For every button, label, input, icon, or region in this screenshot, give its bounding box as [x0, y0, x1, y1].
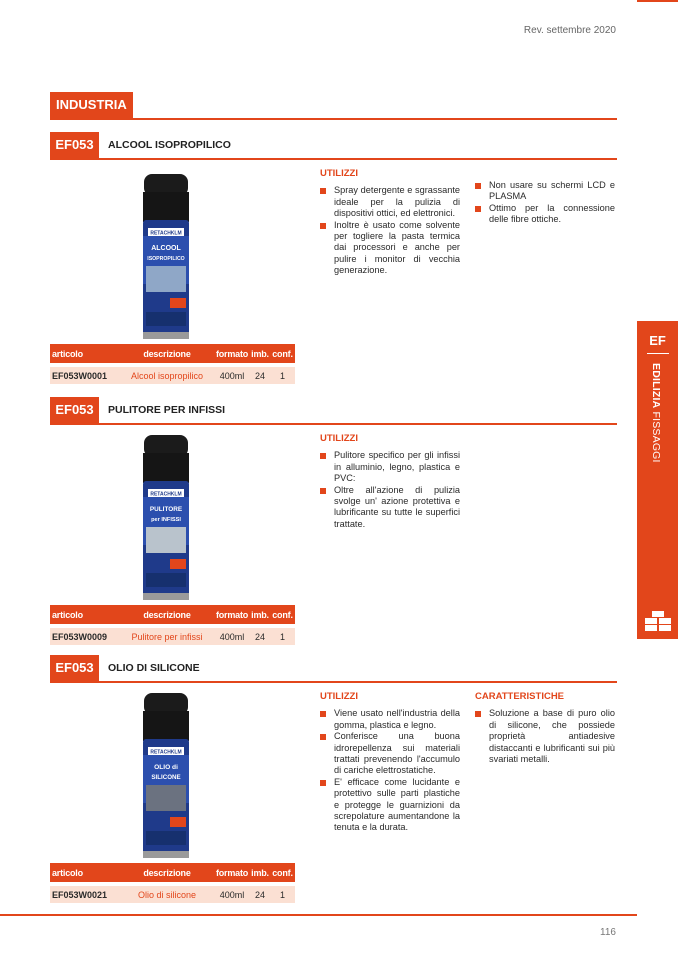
can-line2: SILICONE [151, 774, 181, 781]
cell-descrizione: Alcool isopropilico [120, 367, 214, 384]
utilizzi-item: Inoltre è usato come solvente per togliere la pasta termica dai processori e anche per pulire i monitor di vecchia generazione. [320, 220, 460, 277]
section-header [50, 397, 617, 425]
utilizzi-heading: UTILIZZI [320, 691, 358, 702]
utilizzi-item: Oltre all'azione di pulizia svolge un' azione protettiva e lubrificante su tutte le superfici trattate. [320, 485, 460, 531]
table-row [50, 367, 295, 384]
utilizzi-column [320, 433, 460, 530]
side-tab-label [650, 363, 662, 463]
section-title: ALCOOL ISOPROPILICO [108, 139, 231, 151]
notes-column [475, 180, 615, 226]
utilizzi-item: Spray detergente e sgrassante ideale per la pulizia di dispositivi ottici, ed elettronici. [320, 185, 460, 219]
cell-articolo: EF053W0001 [50, 367, 120, 384]
can-brand: RETACHKLM [150, 230, 182, 237]
cell-formato: 400ml [214, 628, 250, 645]
cell-formato: 400ml [214, 886, 250, 903]
section-code: EF053 [50, 397, 99, 423]
caratteristiche-item: Soluzione a base di puro olio di silicone, che possiede proprietà antiadesive distaccanti e lubrificanti sui più svariati metalli. [475, 708, 615, 765]
table-row [50, 628, 295, 645]
utilizzi-item: Viene usato nell'industria della gomma, plastica e legno. [320, 708, 460, 731]
top-accent-bar [637, 0, 678, 2]
can-brand: RETACHKLM [150, 491, 182, 498]
article-table [50, 605, 295, 645]
article-table [50, 863, 295, 903]
page-number: 116 [600, 927, 616, 938]
can-line1: ALCOOL [151, 245, 181, 252]
cell-imb: 24 [250, 367, 270, 384]
col-imb: imb. [250, 863, 270, 882]
utilizzi-column [320, 691, 460, 834]
can-brand: RETACHKLM [150, 749, 182, 756]
col-descrizione: descrizione [120, 344, 214, 363]
category-header [50, 92, 617, 120]
can-line1: PULITORE [149, 506, 183, 513]
side-tab-code: EF [649, 333, 666, 348]
col-conf: conf. [270, 863, 295, 882]
col-articolo: articolo [50, 863, 120, 882]
product-section-alcool-isopropilico [50, 132, 617, 392]
col-descrizione: descrizione [120, 863, 214, 882]
can-line1: OLIO di [154, 764, 178, 771]
can-line2: per INFISSI [151, 517, 181, 523]
cell-conf: 1 [270, 628, 295, 645]
side-tab-rest: FISSAGGI [650, 408, 662, 463]
utilizzi-item: Pulitore specifico per gli infissi in alluminio, legno, plastica e PVC: [320, 450, 460, 484]
col-formato: formato [214, 863, 250, 882]
spray-can-image [140, 174, 192, 339]
side-tab-bold: EDILIZIA [650, 363, 662, 409]
cell-imb: 24 [250, 628, 270, 645]
col-conf: conf. [270, 605, 295, 624]
article-table-header [50, 863, 295, 882]
section-code: EF053 [50, 655, 99, 681]
utilizzi-column [320, 168, 460, 277]
side-tab-divider [647, 353, 669, 354]
cell-imb: 24 [250, 886, 270, 903]
cell-formato: 400ml [214, 367, 250, 384]
cell-articolo: EF053W0021 [50, 886, 120, 903]
utilizzi-item: Conferisce una buona idrorepellenza sui materiali trattati prevenendo l'accumulo di cariche elettrostatiche. [320, 731, 460, 777]
side-chapter-tab[interactable] [637, 321, 678, 639]
col-conf: conf. [270, 344, 295, 363]
utilizzi-heading: UTILIZZI [320, 433, 358, 444]
category-label: INDUSTRIA [50, 92, 133, 118]
spray-can-image [140, 693, 192, 858]
caratteristiche-heading: CARATTERISTICHE [475, 691, 565, 702]
note-item: Ottimo per la connessione delle fibre ottiche. [475, 203, 615, 226]
product-section-pulitore-per-infissi [50, 397, 617, 652]
section-header [50, 132, 617, 160]
table-row [50, 886, 295, 903]
product-section-olio-di-silicone [50, 655, 617, 910]
cell-descrizione: Olio di silicone [120, 886, 214, 903]
col-articolo: articolo [50, 344, 120, 363]
cell-conf: 1 [270, 886, 295, 903]
col-imb: imb. [250, 344, 270, 363]
cell-descrizione: Pulitore per infissi [120, 628, 214, 645]
section-title: PULITORE PER INFISSI [108, 404, 226, 416]
caratteristiche-column [475, 691, 615, 765]
col-formato: formato [214, 605, 250, 624]
footer-line [0, 914, 637, 916]
article-table [50, 344, 295, 384]
cell-conf: 1 [270, 367, 295, 384]
revision-date: Rev. settembre 2020 [523, 25, 616, 36]
bricks-icon [645, 611, 671, 631]
col-formato: formato [214, 344, 250, 363]
col-articolo: articolo [50, 605, 120, 624]
section-header [50, 655, 617, 683]
utilizzi-heading: UTILIZZI [320, 168, 358, 179]
cell-articolo: EF053W0009 [50, 628, 120, 645]
col-imb: imb. [250, 605, 270, 624]
article-table-header [50, 344, 295, 363]
col-descrizione: descrizione [120, 605, 214, 624]
spray-can-image [140, 435, 192, 600]
note-item: Non usare su schermi LCD e PLASMA [475, 180, 615, 203]
section-title: OLIO DI SILICONE [108, 662, 200, 674]
article-table-header [50, 605, 295, 624]
utilizzi-item: E' efficace come lucidante e protettivo sulle parti plastiche e protegge le guarnizioni da screpolature aumentandone la tenuta e la durata. [320, 777, 460, 834]
section-code: EF053 [50, 132, 99, 158]
can-line2: ISOPROPILICO [147, 256, 185, 262]
